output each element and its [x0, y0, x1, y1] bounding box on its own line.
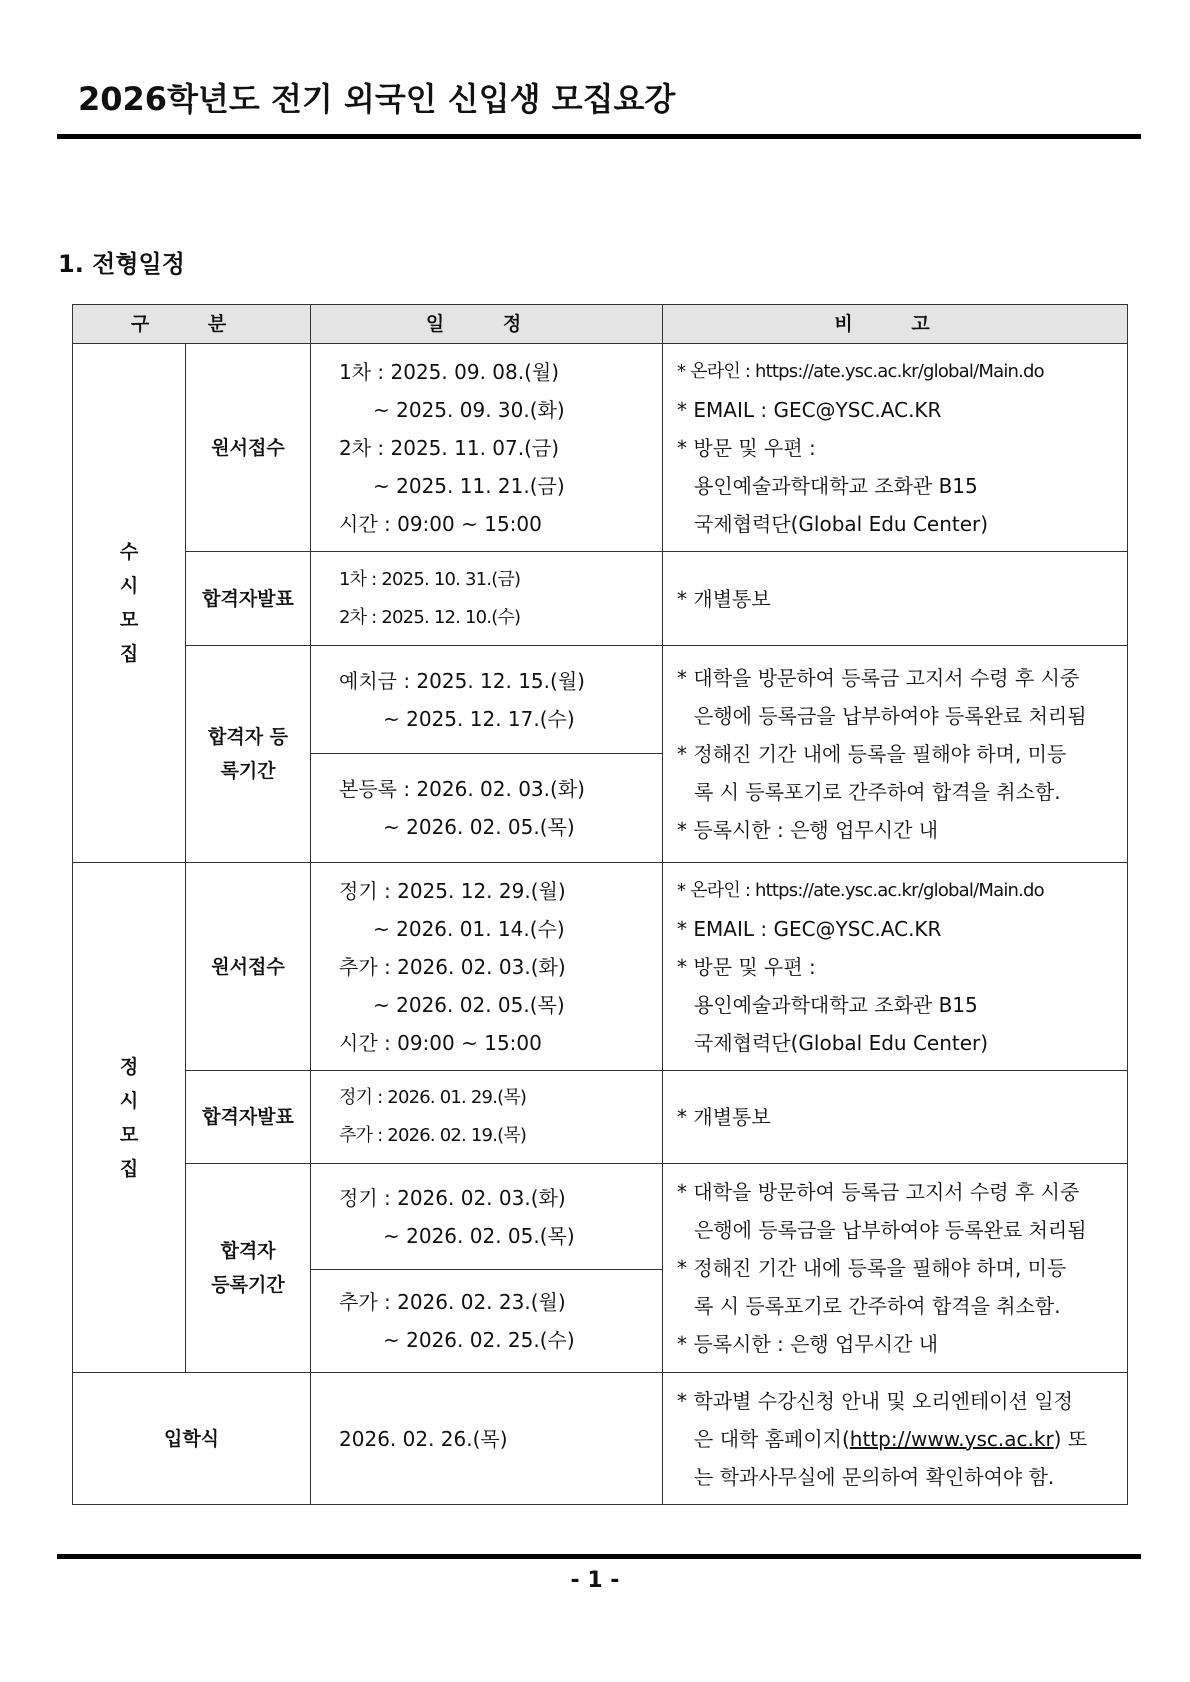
table-row: [73, 344, 1128, 552]
susi-result-dates: 1차 : 2025. 10. 31.(금) 2차 : 2025. 12. 10.(수): [311, 552, 663, 646]
schedule-table: [72, 304, 1128, 1505]
jeongsi-result-label: 합격자발표: [186, 1071, 311, 1164]
jeongsi-register-notes: * 대학을 방문하여 등록금 고지서 수령 후 시중 은행에 등록금을 납부하여야 등록완료 처리됨 * 정해진 기간 내에 등록을 필해야 하며, 미등 록 시 등록포기로 간주하여 합격을 취소함. * 등록시한 : 은행 업무시간 내: [663, 1164, 1128, 1373]
susi-main-register-dates: 본등록 : 2026. 02. 03.(화) ~ 2026. 02. 05.(목): [311, 754, 663, 863]
susi-result-note: * 개별통보: [663, 552, 1128, 646]
table-header-row: [73, 305, 1128, 344]
table-row: [73, 552, 1128, 646]
table-row: [73, 1373, 1128, 1505]
table-row: [73, 646, 1128, 754]
section-title: 1. 전형일정: [58, 250, 185, 278]
jeongsi-register-label: 합격자 등록기간: [186, 1164, 311, 1373]
header-rule: [57, 134, 1141, 139]
jeongsi-apply-notes: * 온라인 : https://ate.ysc.ac.kr/global/Main.do * EMAIL : GEC@YSC.AC.KR * 방문 및 우편 : 용인예술과학대학교 조화관 B15 국제협력단(Global Edu Center): [663, 863, 1128, 1071]
homepage-link[interactable]: http://www.ysc.ac.kr: [849, 1426, 1054, 1451]
jeongsi-apply-dates: 정기 : 2025. 12. 29.(월) ~ 2026. 01. 14.(수) 추가 : 2026. 02. 03.(화) ~ 2026. 02. 05.(목) 시간 : 09:00 ~ 15:00: [311, 863, 663, 1071]
entrance-notes: * 학과별 수강신청 안내 및 오리엔테이션 일정 은 대학 홈페이지(http://www.ysc.ac.kr) 또 는 학과사무실에 문의하여 확인하여야 함.: [663, 1373, 1128, 1505]
susi-apply-label: 원서접수: [186, 344, 311, 552]
susi-apply-dates: 1차 : 2025. 09. 08.(월) ~ 2025. 09. 30.(화) 2차 : 2025. 11. 07.(금) ~ 2025. 11. 21.(금) 시간 : 09:00 ~ 15:00: [311, 344, 663, 552]
group-jeongsi: 정 시 모 집: [73, 863, 186, 1373]
header-category: 구 분: [73, 305, 311, 344]
document-title: 2026학년도 전기 외국인 신입생 모집요강: [78, 80, 676, 118]
entrance-date: 2026. 02. 26.(목): [311, 1373, 663, 1505]
header-schedule: 일 정: [311, 305, 663, 344]
jeongsi-result-dates: 정기 : 2026. 01. 29.(목) 추가 : 2026. 02. 19.(목): [311, 1071, 663, 1164]
entrance-label: 입학식: [73, 1373, 311, 1505]
footer-rule: [57, 1554, 1141, 1559]
susi-register-notes: * 대학을 방문하여 등록금 고지서 수령 후 시중 은행에 등록금을 납부하여야 등록완료 처리됨 * 정해진 기간 내에 등록을 필해야 하며, 미등 록 시 등록포기로 간주하여 합격을 취소함. * 등록시한 : 은행 업무시간 내: [663, 646, 1128, 863]
jeongsi-extra-register-dates: 추가 : 2026. 02. 23.(월) ~ 2026. 02. 25.(수): [311, 1270, 663, 1373]
susi-deposit-dates: 예치금 : 2025. 12. 15.(월) ~ 2025. 12. 17.(수): [311, 646, 663, 754]
header-remarks: 비 고: [663, 305, 1128, 344]
group-susi: 수 시 모 집: [73, 344, 186, 863]
page-number: - 1 -: [570, 1568, 620, 1593]
table-row: [73, 1071, 1128, 1164]
susi-apply-notes: * 온라인 : https://ate.ysc.ac.kr/global/Main.do * EMAIL : GEC@YSC.AC.KR * 방문 및 우편 : 용인예술과학대학교 조화관 B15 국제협력단(Global Edu Center): [663, 344, 1128, 552]
table-row: [73, 1164, 1128, 1270]
jeongsi-result-note: * 개별통보: [663, 1071, 1128, 1164]
jeongsi-apply-label: 원서접수: [186, 863, 311, 1071]
susi-register-label: 합격자 등 록기간: [186, 646, 311, 863]
susi-result-label: 합격자발표: [186, 552, 311, 646]
table-row: [73, 863, 1128, 1071]
jeongsi-regular-register-dates: 정기 : 2026. 02. 03.(화) ~ 2026. 02. 05.(목): [311, 1164, 663, 1270]
